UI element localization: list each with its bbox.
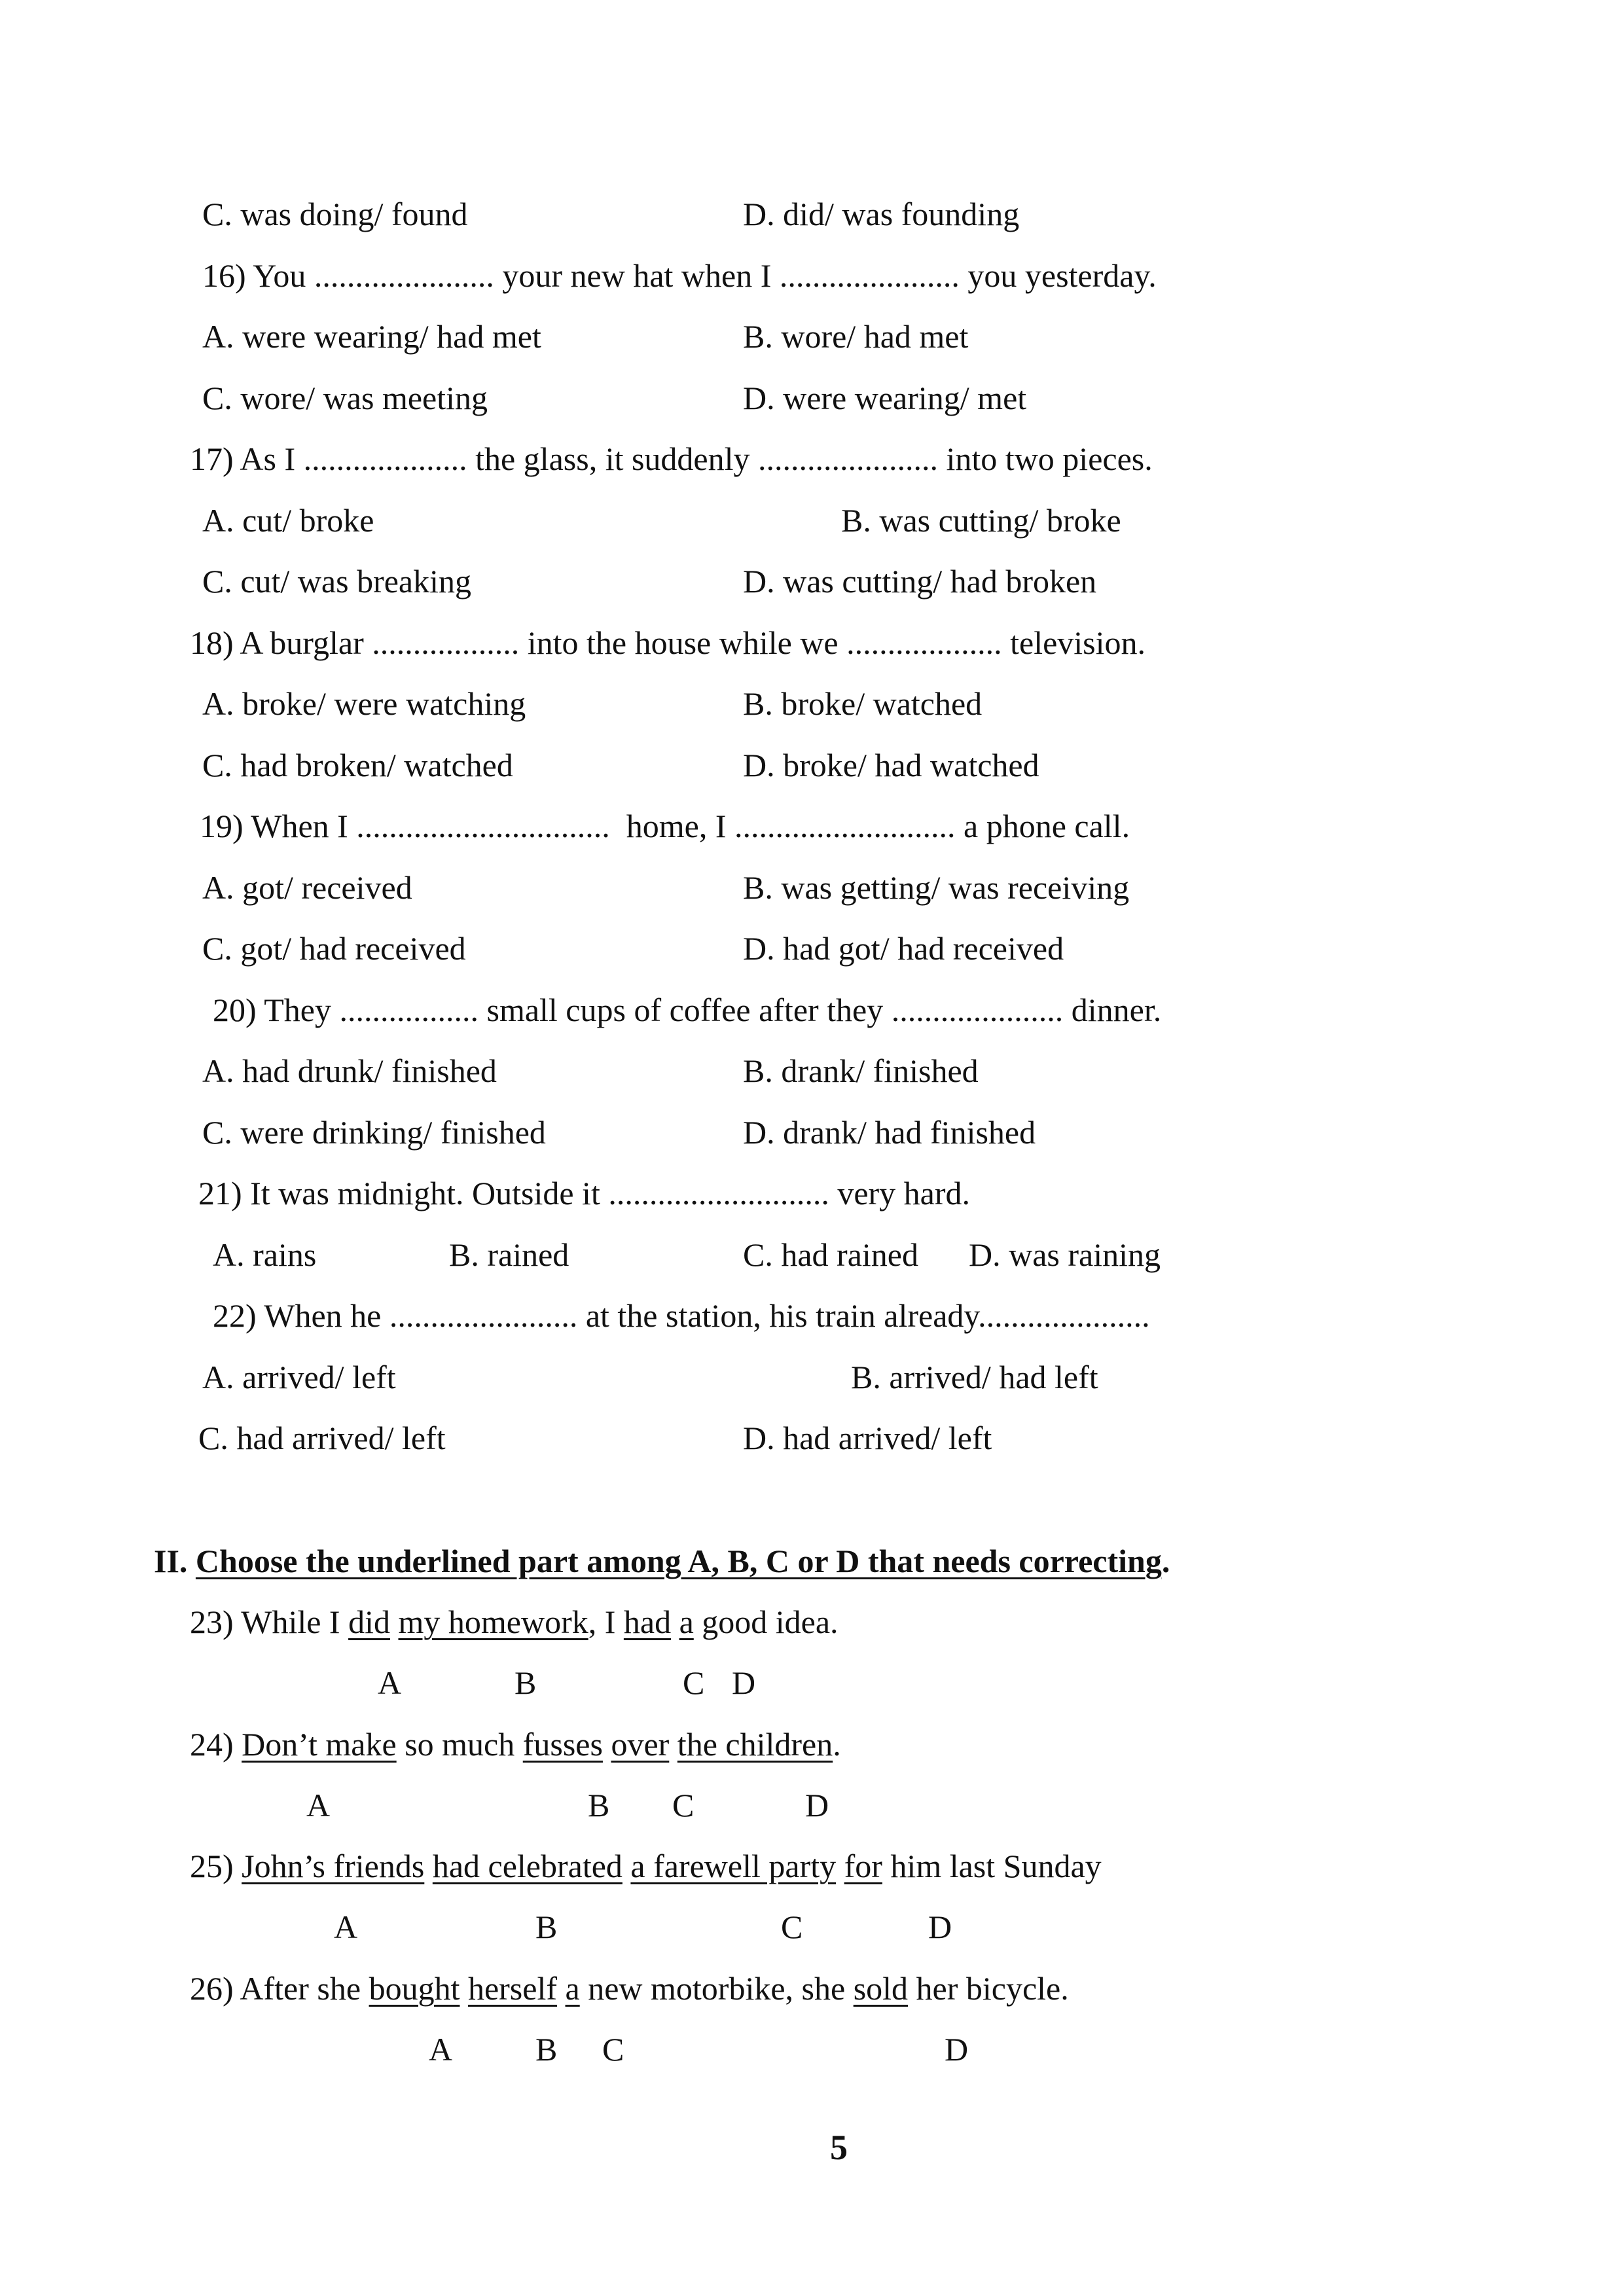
q23-label-b: B <box>514 1664 537 1701</box>
q26-underlined-c: a <box>565 1970 580 2007</box>
q24-label-b: B <box>588 1787 610 1823</box>
page-number: 5 <box>830 2128 848 2167</box>
q22-stem: 22) When he ....................... at the station, his train already..................... <box>213 1297 1150 1334</box>
q26-underlined-d: sold <box>853 1970 909 2007</box>
q23-underlined-a: did <box>348 1604 390 1640</box>
q24-underlined-c: over <box>611 1726 670 1763</box>
q17-option-b: B. was cutting/ broke <box>841 502 1121 539</box>
q25-number: 25) <box>190 1848 242 1884</box>
q25-label-b: B <box>535 1909 558 1945</box>
q24-underlined-b: fusses <box>522 1726 603 1763</box>
q18-option-a: A. broke/ were watching <box>202 685 526 722</box>
q26-underlined-a: bought <box>369 1970 460 2007</box>
q18-stem: 18) A burglar .................. into the house while we ................... television. <box>190 624 1146 661</box>
q25-text-2 <box>623 1848 631 1884</box>
q26-sentence <box>190 1972 1069 2005</box>
q24-underlined-a: Don’t make <box>242 1726 397 1763</box>
q23-underlined-b: my homework <box>398 1604 588 1640</box>
q20-option-b: B. drank/ finished <box>743 1052 979 1089</box>
q16-option-c: C. wore/ was meeting <box>202 380 488 416</box>
section-2-title: Choose the underlined part among A, B, C or D that needs correcting <box>195 1543 1162 1579</box>
q21-option-c: C. had rained <box>743 1236 918 1273</box>
q23-text-2 <box>390 1604 399 1640</box>
q23-number: 23) <box>190 1604 242 1640</box>
q26-label-c: C <box>602 2031 624 2068</box>
q25-text-3 <box>836 1848 844 1884</box>
q24-text-3 <box>669 1726 677 1763</box>
q21-option-b: B. rained <box>449 1236 569 1273</box>
q20-option-d: D. drank/ had finished <box>743 1114 1036 1151</box>
q19-option-d: D. had got/ had received <box>743 930 1064 967</box>
q21-option-a: A. rains <box>213 1236 317 1273</box>
q25-label-d: D <box>928 1909 952 1945</box>
q19-stem: 19) When I ............................... home, I ........................... a phone call. <box>200 808 1130 844</box>
q19-option-a: A. got/ received <box>202 869 412 906</box>
q23-label-a: A <box>378 1664 402 1701</box>
q23-label-c: C <box>683 1664 705 1701</box>
q25-underlined-a: John’s friends <box>242 1848 425 1884</box>
q26-underlined-b: herself <box>467 1970 558 2007</box>
q24-text-2 <box>603 1726 611 1763</box>
q23-text-4 <box>671 1604 679 1640</box>
q26-text-2 <box>460 1970 468 2007</box>
q15-option-d: D. did/ was founding <box>743 196 1020 232</box>
q17-option-d: D. was cutting/ had broken <box>743 563 1097 600</box>
q24-label-d: D <box>805 1787 829 1823</box>
q23-text-3: , I <box>588 1604 624 1640</box>
q23-underlined-c: had <box>623 1604 672 1640</box>
q26-number: 26) <box>190 1970 240 2007</box>
q18-option-b: B. broke/ watched <box>743 685 983 722</box>
q23-label-d: D <box>732 1664 756 1701</box>
q26-label-d: D <box>945 2031 969 2068</box>
q26-text-3 <box>557 1970 566 2007</box>
q25-text-4: him last Sunday <box>882 1848 1102 1884</box>
q25-underlined-d: for <box>844 1848 882 1884</box>
q24-label-c: C <box>672 1787 695 1823</box>
q25-text-1 <box>424 1848 433 1884</box>
q18-option-d: D. broke/ had watched <box>743 747 1039 783</box>
q18-option-c: C. had broken/ watched <box>202 747 513 783</box>
q26-text-1: After she <box>240 1970 369 2007</box>
q22-option-c: C. had arrived/ left <box>198 1420 446 1456</box>
q23-text-1: While I <box>241 1604 349 1640</box>
q19-option-b: B. was getting/ was receiving <box>743 869 1130 906</box>
q24-label-a: A <box>306 1787 331 1823</box>
q16-option-b: B. wore/ had met <box>743 318 969 355</box>
q24-number: 24) <box>190 1726 242 1763</box>
q21-option-d: D. was raining <box>969 1236 1161 1273</box>
q22-option-b: B. arrived/ had left <box>851 1359 1098 1395</box>
section-2-period: . <box>1161 1543 1170 1579</box>
q25-label-c: C <box>781 1909 803 1945</box>
q26-text-5: her bicycle. <box>908 1970 1069 2007</box>
q24-text-4: . <box>833 1726 841 1763</box>
q16-option-a: A. were wearing/ had met <box>202 318 541 355</box>
q26-label-b: B <box>535 2031 558 2068</box>
q16-option-d: D. were wearing/ met <box>743 380 1027 416</box>
q20-option-a: A. had drunk/ finished <box>202 1052 497 1089</box>
q26-text-4: new motorbike, she <box>579 1970 854 2007</box>
q26-label-a: A <box>429 2031 453 2068</box>
q23-text-5: good idea. <box>693 1604 839 1640</box>
q20-stem: 20) They ................. small cups of coffee after they ..................... dinner. <box>213 992 1162 1028</box>
q25-label-a: A <box>334 1909 358 1945</box>
q17-option-c: C. cut/ was breaking <box>202 563 472 600</box>
q25-sentence <box>190 1850 1102 1882</box>
q24-text-1: so much <box>396 1726 523 1763</box>
q25-underlined-c: a farewell party <box>630 1848 837 1884</box>
q17-option-a: A. cut/ broke <box>202 502 374 539</box>
q23-sentence <box>190 1605 839 1638</box>
section-2-roman: II. <box>154 1543 188 1579</box>
q24-sentence <box>190 1728 841 1761</box>
q23-underlined-d: a <box>679 1604 694 1640</box>
q15-option-c: C. was doing/ found <box>202 196 468 232</box>
q21-stem: 21) It was midnight. Outside it ........................... very hard. <box>198 1175 971 1211</box>
q22-option-d: D. had arrived/ left <box>743 1420 992 1456</box>
q22-option-a: A. arrived/ left <box>202 1359 396 1395</box>
q16-stem: 16) You ...................... your new hat when I ...................... you yesterday. <box>202 257 1157 294</box>
q20-option-c: C. were drinking/ finished <box>202 1114 546 1151</box>
q24-underlined-d: the children <box>677 1726 833 1763</box>
section-2-heading <box>154 1545 1170 1577</box>
q17-stem: 17) As I .................... the glass, it suddenly ...................... into two pieces. <box>190 440 1153 477</box>
q19-option-c: C. got/ had received <box>202 930 466 967</box>
q25-underlined-b: had celebrated <box>432 1848 623 1884</box>
